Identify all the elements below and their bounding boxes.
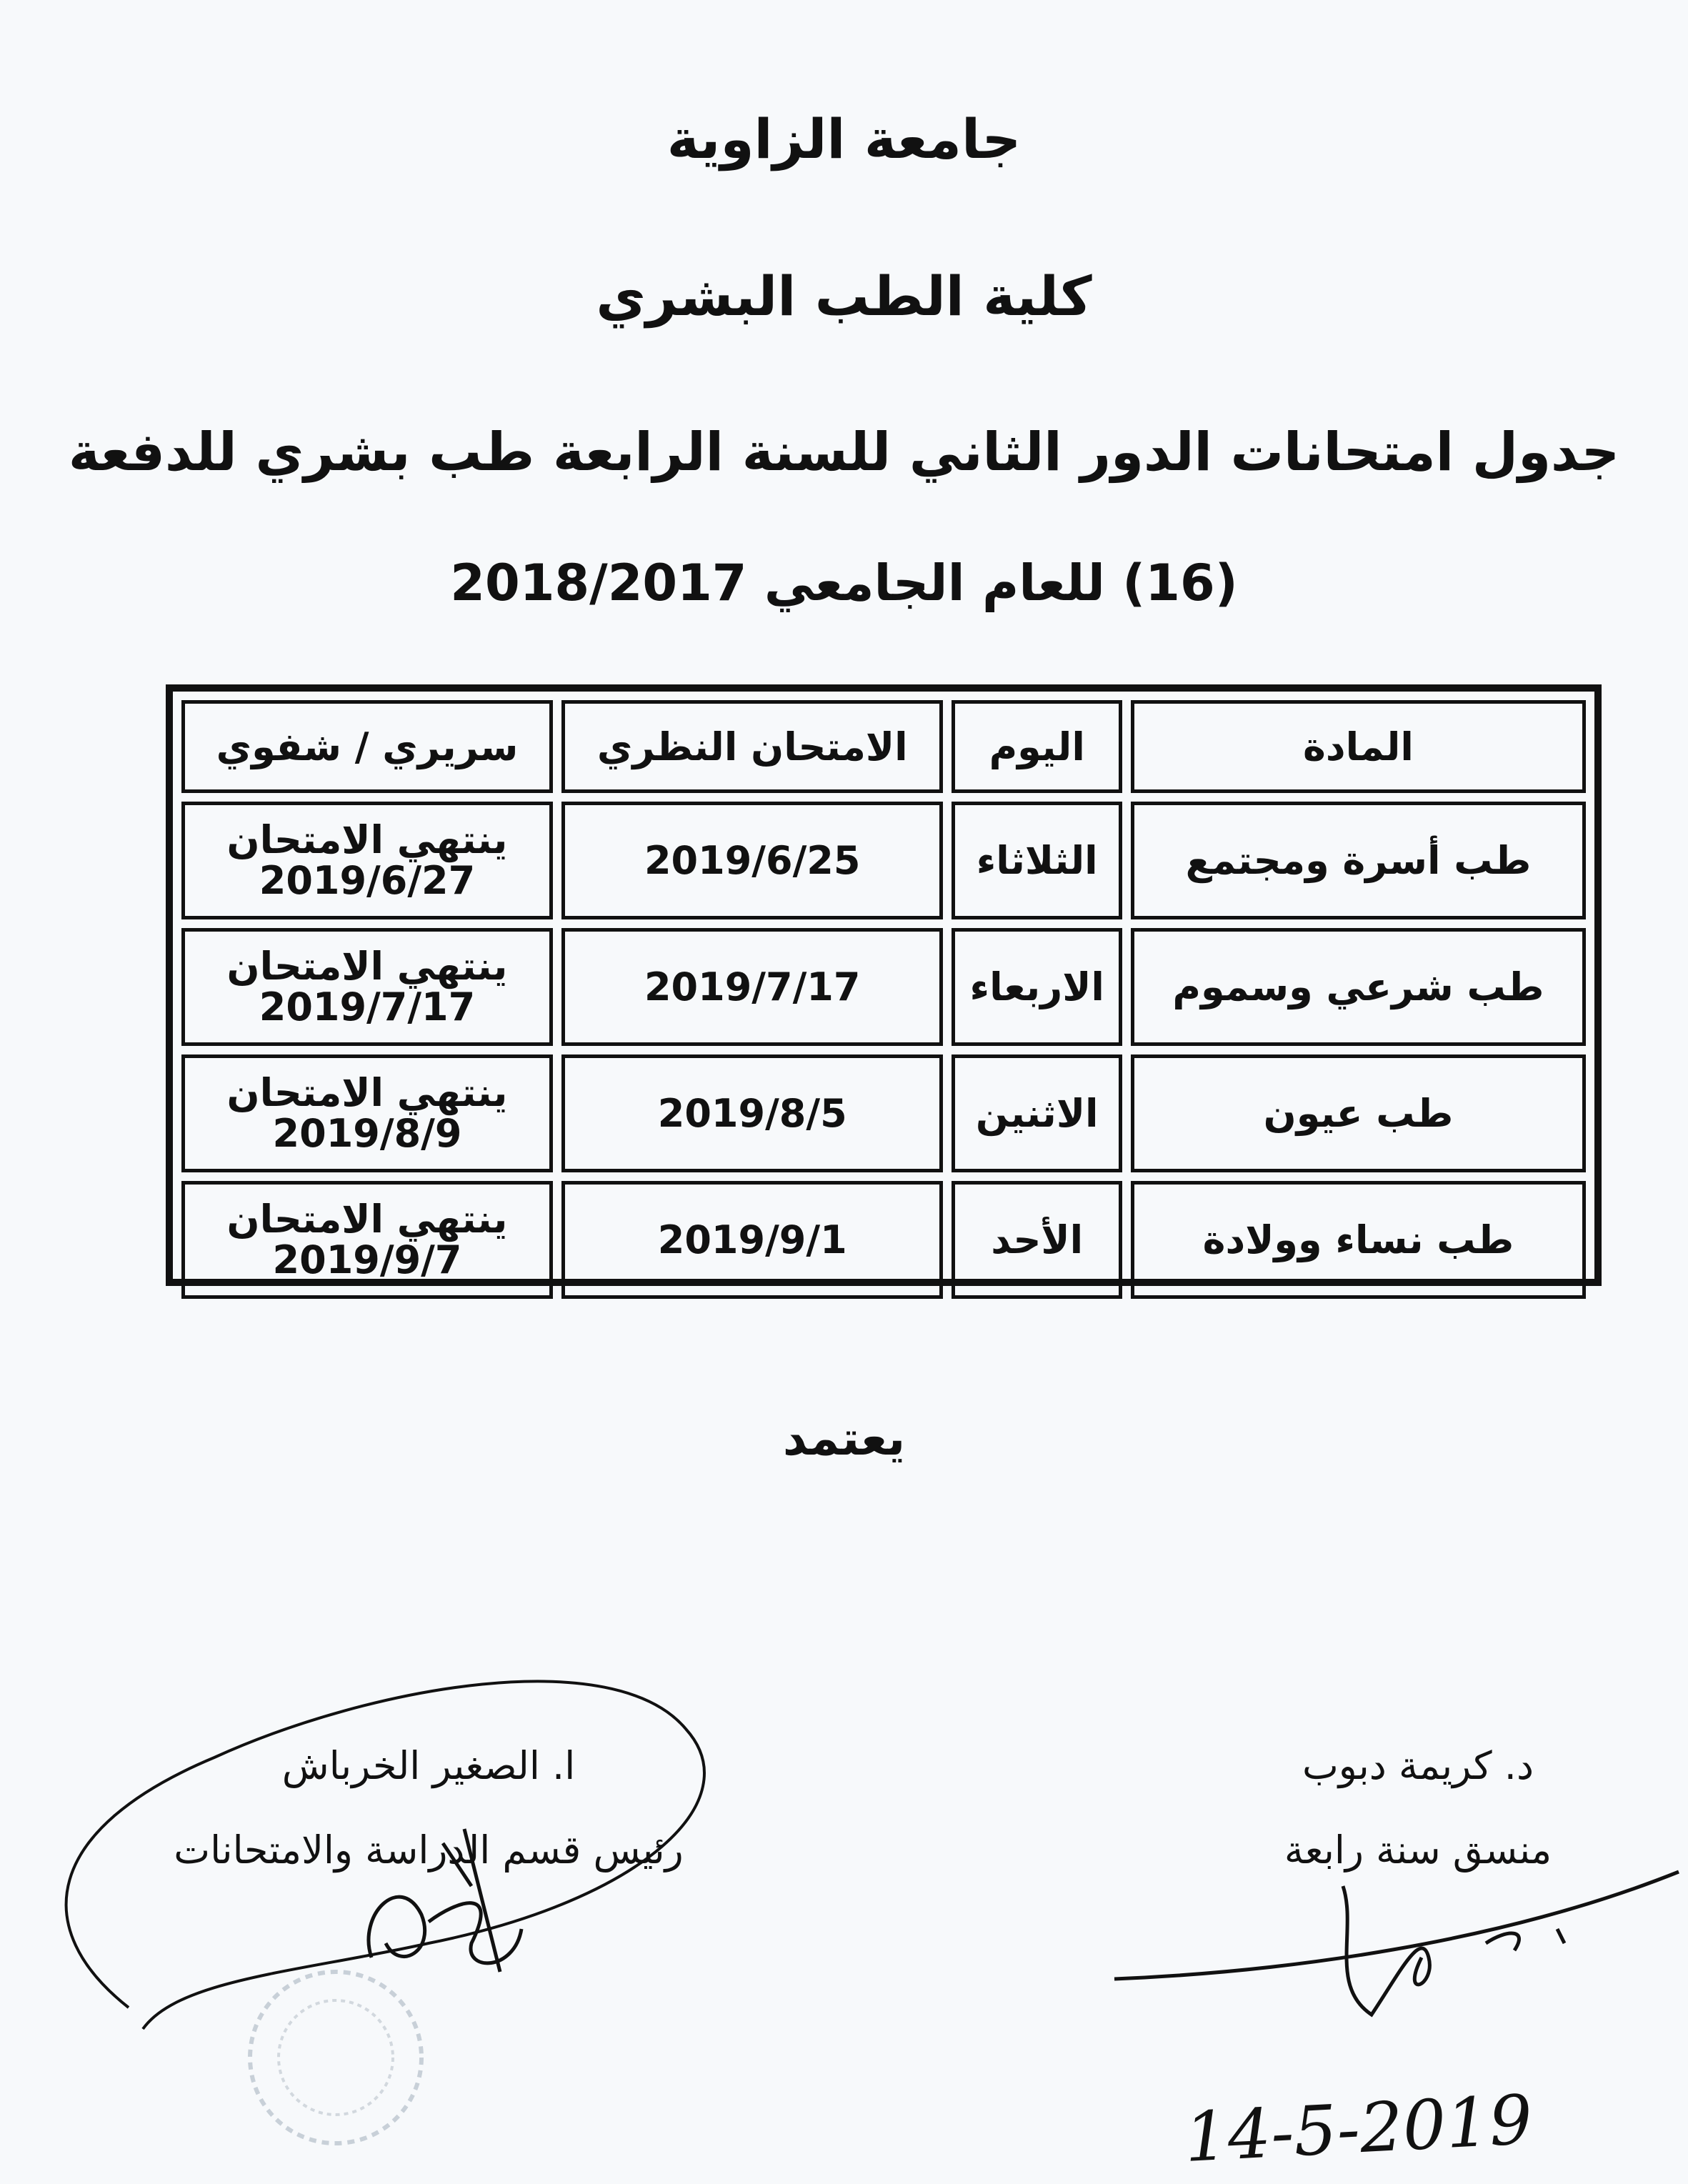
clinical-date: 2019/8/9: [272, 1110, 462, 1156]
theory-date-cell: 2019/9/1: [561, 1181, 943, 1299]
header-theory-exam: الامتحان النظري: [561, 700, 943, 793]
university-name: جامعة الزاوية: [666, 107, 1022, 171]
faculty-name: كلية الطب البشري: [596, 264, 1092, 328]
document-title: جدول امتحانات الدور الثاني للسنة الرابعة طب بشري للدفعة: [68, 422, 1620, 483]
subject-cell: طب عيون: [1131, 1054, 1586, 1172]
head-name: ا. الصغير الخرباش: [281, 1743, 576, 1788]
stamp-icon: [250, 1972, 421, 2143]
coordinator-name: د. كريمة دبوب: [1302, 1743, 1534, 1788]
document-subtitle: (16) للعام الجامعي 2018/2017: [450, 554, 1238, 612]
clinical-date: 2019/6/27: [259, 857, 476, 903]
left-signature-oval: [66, 1681, 704, 2029]
handwritten-date: 14-5-2019: [1182, 2080, 1534, 2178]
subject-cell: طب شرعي وسموم: [1131, 928, 1586, 1046]
theory-date-cell: 2019/7/17: [561, 928, 943, 1046]
day-cell: الأحد: [952, 1181, 1122, 1299]
clinical-label: ينتهي الامتحان: [226, 817, 508, 862]
clinical-label: ينتهي الامتحان: [226, 943, 508, 989]
approval-label: يعتمد: [782, 1411, 906, 1466]
subject-cell: طب نساء وولادة: [1131, 1181, 1586, 1299]
clinical-label: ينتهي الامتحان: [226, 1196, 508, 1242]
right-signature-icon: [1114, 1872, 1679, 2015]
header-subject: المادة: [1131, 700, 1586, 793]
day-cell: الاثنين: [952, 1054, 1122, 1172]
theory-date-cell: 2019/8/5: [561, 1054, 943, 1172]
day-cell: الثلاثاء: [952, 802, 1122, 919]
subject-cell: طب أسرة ومجتمع: [1131, 802, 1586, 919]
header-clinical-oral: سريري / شفوي: [181, 700, 553, 793]
stamp-inner-ring: [279, 2000, 393, 2115]
day-cell: الاربعاء: [952, 928, 1122, 1046]
left-signature-icon: [369, 1829, 521, 1972]
clinical-date: 2019/9/7: [272, 1237, 462, 1282]
header-day: اليوم: [952, 700, 1122, 793]
clinical-date: 2019/7/17: [259, 984, 476, 1029]
theory-date-cell: 2019/6/25: [561, 802, 943, 919]
coordinator-role: منسق سنة رابعة: [1284, 1828, 1552, 1873]
head-role: رئيس قسم الدراسة والامتحانات: [174, 1828, 684, 1873]
clinical-label: ينتهي الامتحان: [226, 1069, 508, 1115]
